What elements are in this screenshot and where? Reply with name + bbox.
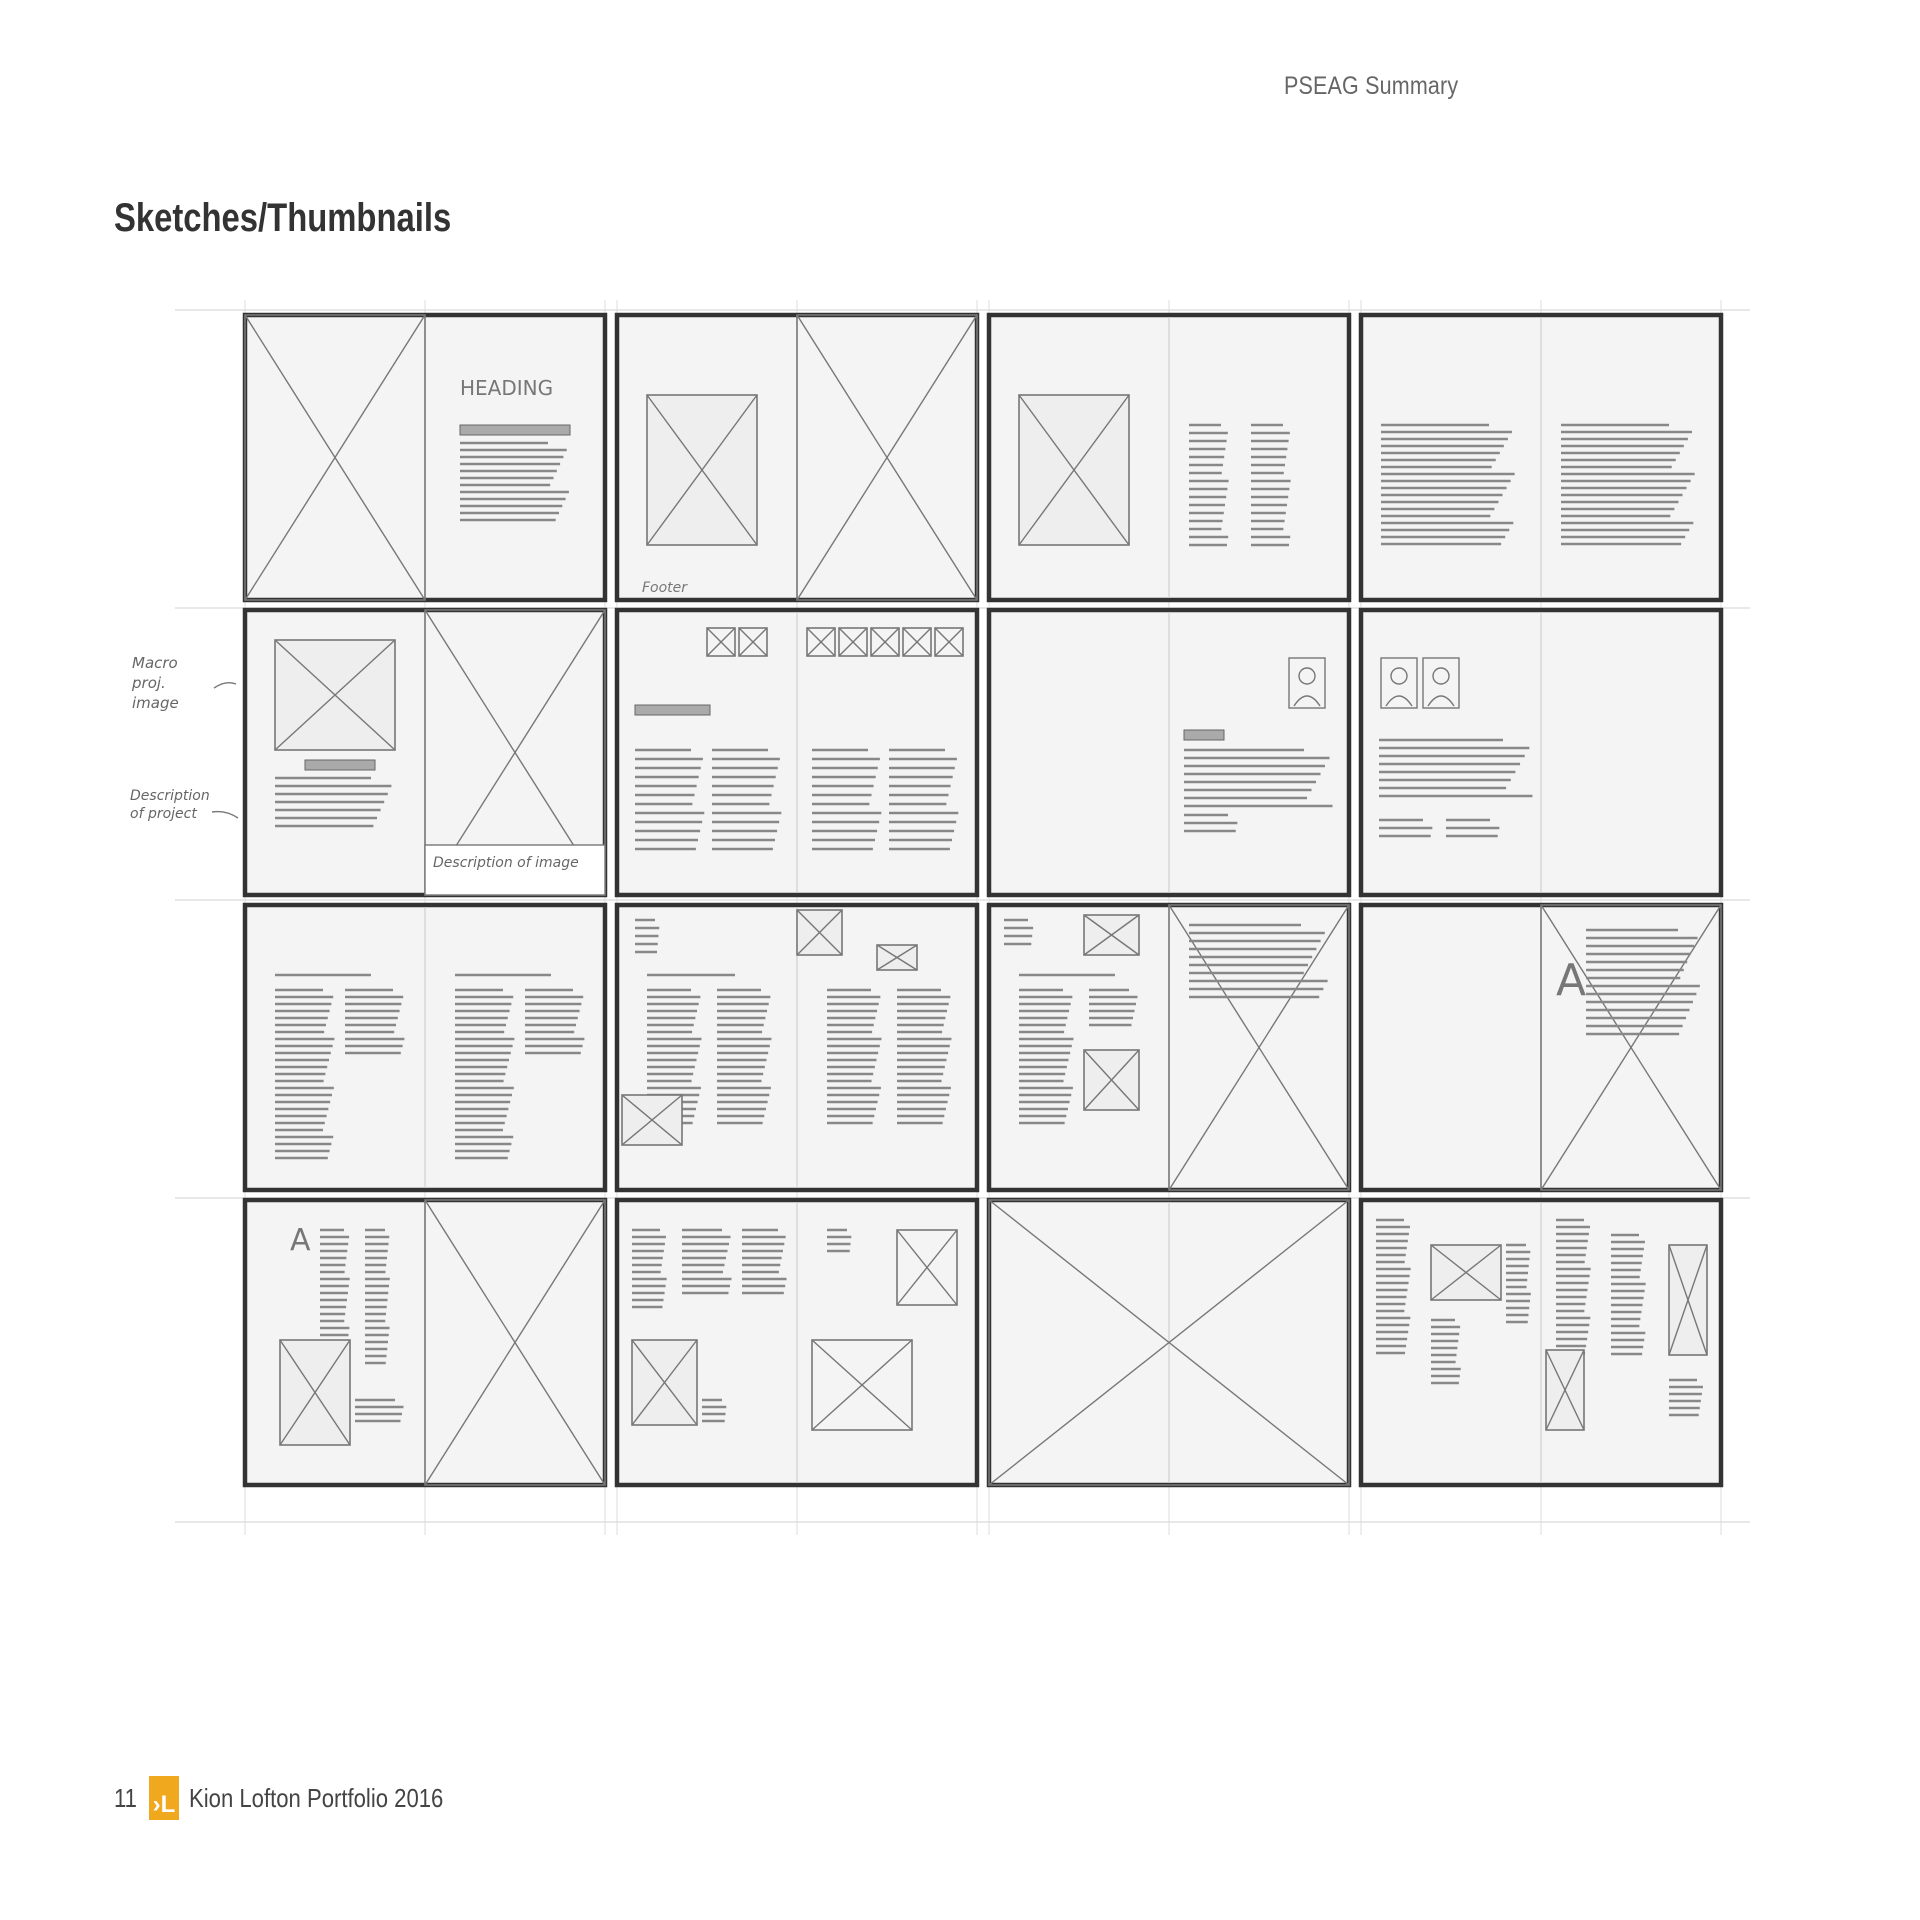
thumbnail-spread xyxy=(989,315,1349,600)
thumbnail-spread xyxy=(245,610,605,895)
footer-portfolio-text: Kion Lofton Portfolio 2016 xyxy=(189,1782,444,1813)
svg-text:HEADING: HEADING xyxy=(460,376,554,400)
page-footer xyxy=(112,1776,488,1820)
svg-text:Description of image: Description of image xyxy=(433,855,579,871)
description-project-label: Description of project xyxy=(130,788,210,822)
thumbnail-spread xyxy=(617,610,977,895)
thumbnail-spread xyxy=(989,1200,1349,1485)
thumbnail-spread xyxy=(1361,1200,1721,1485)
page-number: 11 xyxy=(114,1782,137,1813)
thumbnail-spread xyxy=(245,1200,605,1485)
svg-text:A: A xyxy=(1556,955,1587,1006)
thumbnail-spread xyxy=(989,610,1349,895)
thumbnail-spread xyxy=(245,905,605,1190)
svg-text:A: A xyxy=(290,1223,311,1258)
thumbnail-spread xyxy=(617,1200,977,1485)
margin-notes xyxy=(130,654,238,822)
svg-text:Footer: Footer xyxy=(642,580,688,596)
thumbnail-spread xyxy=(245,315,605,600)
thumbnail-spread xyxy=(617,905,977,1190)
page-heading: Sketches/Thumbnails xyxy=(114,196,452,240)
thumbnail-spread xyxy=(1361,315,1721,600)
thumbnail-spread xyxy=(989,905,1349,1190)
thumbnail-spread xyxy=(1361,610,1721,895)
thumbnail-spread xyxy=(617,315,977,600)
section-title: PSEAG Summary xyxy=(1284,72,1459,100)
kl-logo: ›L xyxy=(149,1776,179,1820)
macro-label: Macro proj. image xyxy=(132,654,179,712)
thumbnail-spread xyxy=(1361,905,1721,1190)
sketch-grid xyxy=(130,300,1760,1540)
